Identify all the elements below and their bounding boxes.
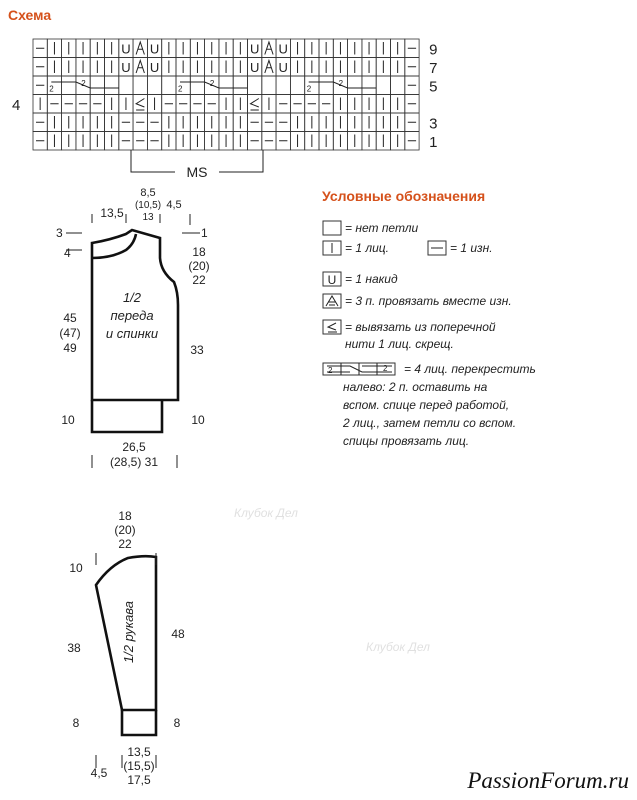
chart-cell <box>248 76 262 95</box>
chart-cell <box>90 76 104 95</box>
chart-cell <box>290 76 304 95</box>
yarn-over-symbol: U <box>249 59 260 75</box>
sleeve-right-cuff: 8 <box>173 716 181 730</box>
body-rib <box>92 400 162 432</box>
k3tog-symbol <box>265 61 273 74</box>
sleeve-bottom-1: 13,5 <box>127 745 151 759</box>
body-top-center-1: 8,5 <box>140 187 156 199</box>
chart-cell <box>105 76 119 95</box>
legend-cable-text: = 4 лиц. перекрестить <box>404 362 536 376</box>
legend-cable-line-3: 2 лиц., затем петли со вспом. <box>343 416 517 430</box>
yarn-over-symbol: U <box>121 59 131 75</box>
body-armhole-2: (20) <box>188 259 210 273</box>
body-label-2: переда <box>110 308 154 323</box>
legend-empty-text: = нет петли <box>345 221 419 235</box>
scheme-title: Схема <box>8 7 52 23</box>
chart-cell <box>362 76 376 95</box>
chart-cell <box>233 76 247 95</box>
cable-label: 2 <box>178 84 183 94</box>
body-top-center-3: 13 <box>142 212 154 223</box>
legend-knit-text: = 1 лиц. <box>345 241 389 255</box>
chart-cell <box>319 76 333 95</box>
ms-label: MS <box>186 164 208 180</box>
ms-bracket <box>131 150 263 180</box>
cable-label: 2 <box>338 79 344 88</box>
row-number: 1 <box>429 134 438 151</box>
body-right-length: 33 <box>190 343 204 357</box>
watermark-2: Клубок Дел <box>366 640 430 654</box>
body-length-1: 45 <box>63 311 77 325</box>
k3tog-symbol <box>136 61 144 74</box>
sleeve-left-top: 10 <box>69 561 83 575</box>
body-label-3: и спинки <box>105 326 159 341</box>
legend-cable-line-2: вспом. спице перед работой, <box>343 398 510 412</box>
sleeve-top-2: (20) <box>114 523 136 537</box>
k3tog-symbol <box>136 42 144 55</box>
sleeve-right-mid: 48 <box>171 627 185 641</box>
yarn-over-symbol: U <box>278 41 288 57</box>
body-armhole-1: 18 <box>192 245 206 259</box>
make-one-symbol <box>136 99 144 111</box>
sleeve-label: 1/2 рукава <box>121 600 136 664</box>
chart-cell <box>348 76 362 95</box>
legend-title: Условные обозначения <box>322 188 486 204</box>
svg-text:U: U <box>327 273 337 287</box>
legend-k3tog-text: = 3 п. провязать вместе изн. <box>345 294 512 308</box>
row-number: 9 <box>429 41 438 59</box>
body-top-right: 4,5 <box>166 199 182 211</box>
sleeve-piece <box>67 509 185 787</box>
sleeve-cuff <box>122 710 156 735</box>
body-bottom-1: 26,5 <box>122 440 146 454</box>
cable-label: 2 <box>306 84 312 94</box>
body-left-rib: 10 <box>61 413 75 427</box>
sleeve-bottom-3: 17,5 <box>127 773 151 787</box>
yarn-over-symbol: U <box>249 41 260 57</box>
chart-cell <box>276 76 290 95</box>
legend-purl-text: = 1 изн. <box>450 241 493 255</box>
body-right-rib: 10 <box>191 413 205 427</box>
row-number: 3 <box>429 115 438 133</box>
sleeve-bottom-2: (15,5) <box>123 759 155 773</box>
watermark-1: Клубок Дел <box>234 506 298 520</box>
body-left-top-b: 4 <box>64 246 71 260</box>
legend-m1-text-2: нити 1 лиц. скрещ. <box>345 337 454 351</box>
yarn-over-symbol: U <box>121 41 131 57</box>
svg-text:2: 2 <box>383 364 388 373</box>
body-length-2: (47) <box>59 326 81 340</box>
body-length-3: 49 <box>63 341 77 355</box>
chart-cell <box>162 76 176 95</box>
body-piece <box>56 187 210 469</box>
sleeve-top-1: 18 <box>118 509 132 523</box>
row-number: 7 <box>429 60 438 77</box>
legend-cable-line-1: налево: 2 п. оставить на <box>343 380 488 394</box>
k3tog-symbol <box>265 42 273 55</box>
legend-yarn-over-text: = 1 накид <box>345 272 398 286</box>
sleeve-left-cuff: 8 <box>72 716 80 730</box>
chart-cell <box>62 76 76 95</box>
svg-text:2: 2 <box>328 366 333 375</box>
body-top-left: 13,5 <box>100 206 124 220</box>
chart-cell <box>119 76 133 95</box>
chart-cell <box>190 76 204 95</box>
chart-cell <box>376 76 390 95</box>
body-bottom-2: (28,5) 31 <box>109 455 159 469</box>
cable-label: 2 <box>81 79 86 88</box>
cable-label: 2 <box>49 84 54 94</box>
sleeve-top-3: 22 <box>118 537 132 551</box>
sleeve-bottom-left: 4,5 <box>90 766 108 780</box>
chart-cell <box>133 76 147 95</box>
row-number: 5 <box>429 78 438 96</box>
body-armhole-3: 22 <box>192 273 206 287</box>
sleeve-left-mid: 38 <box>67 641 81 655</box>
cable-label: 2 <box>209 79 215 88</box>
legend-cable-line-4: спицы провязать лиц. <box>343 434 470 448</box>
body-right-top: 1 <box>201 226 208 240</box>
yarn-over-symbol: U <box>149 59 160 75</box>
chart-cell <box>262 76 276 95</box>
legend <box>323 221 536 448</box>
chart-cell <box>391 76 405 95</box>
chart-cell <box>219 76 233 95</box>
legend-m1-text: = вывязать из поперечной <box>345 320 496 334</box>
legend-empty-cell-icon <box>323 221 341 235</box>
body-label-1: 1/2 <box>122 290 142 305</box>
body-top-center-2: (10,5) <box>134 200 162 211</box>
body-left-top-a: 3 <box>56 226 63 240</box>
row-number: 4 <box>12 97 21 114</box>
stitch-chart <box>33 39 419 150</box>
make-one-symbol <box>251 99 259 111</box>
chart-cell <box>147 76 161 95</box>
yarn-over-symbol: U <box>149 41 160 57</box>
yarn-over-symbol: U <box>278 59 288 75</box>
footer-brand: PassionForum.ru <box>467 768 629 793</box>
